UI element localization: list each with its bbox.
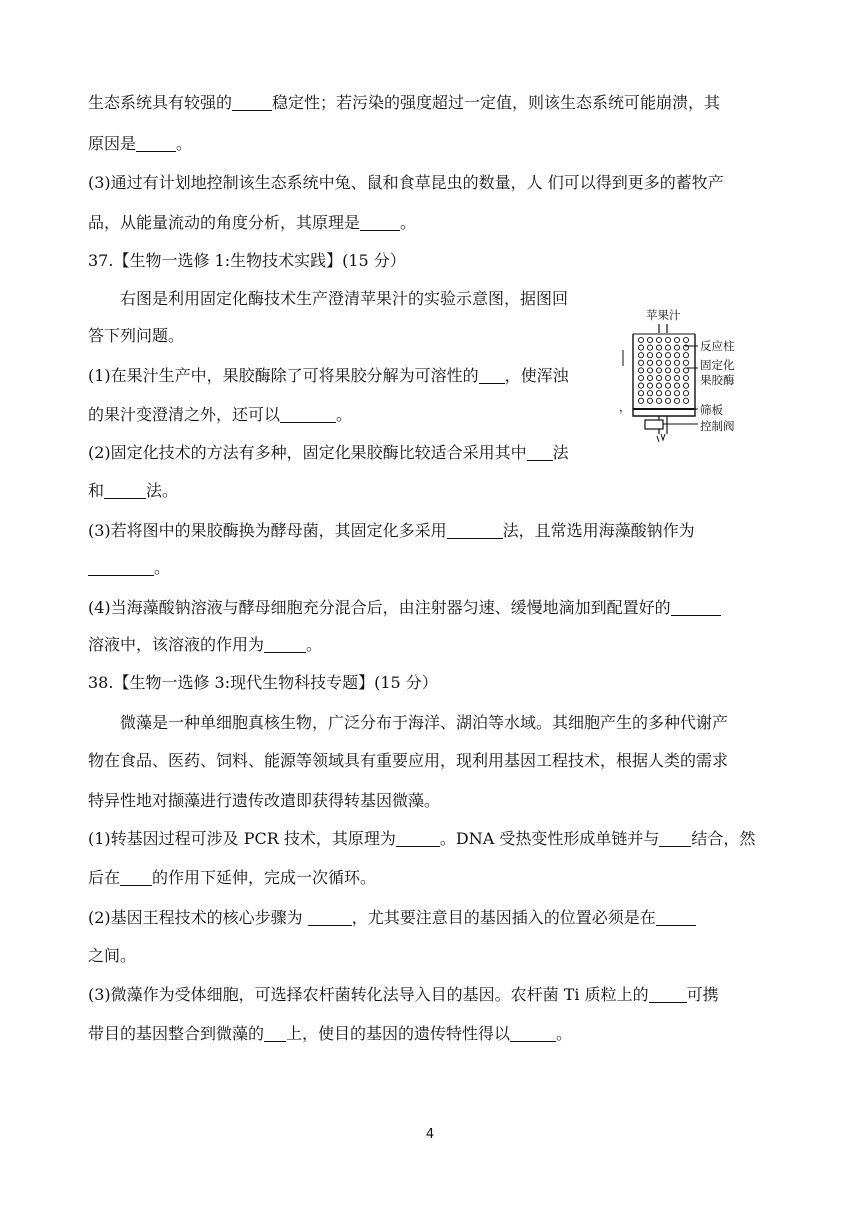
enzyme-bead <box>665 353 670 358</box>
enzyme-bead <box>665 391 670 396</box>
enzyme-bead <box>665 368 670 373</box>
text-line: (2)基因王程技术的核心步骤为 ，尤其要注意目的基因插入的位置必须是在 <box>88 907 696 929</box>
enzyme-beads <box>638 337 688 403</box>
enzyme-bead <box>647 360 652 365</box>
text-line: 溶液中，该溶液的作用为 。 <box>88 635 323 654</box>
text-line: (1)转基因过程可涉及 PCR 技术，其原理为 。DNA 受热变性形成单链并与 结合，然 <box>88 829 756 848</box>
figure-label-pectinase: 果胶酶 <box>700 373 735 387</box>
answer-blank <box>120 869 152 886</box>
text-line: 后在 的作用下延伸，完成一次循环。 <box>88 868 377 887</box>
enzyme-bead <box>638 398 643 403</box>
enzyme-bead <box>638 383 643 388</box>
question-38-heading: 38.【生物一选修 3:现代生物科技专题】(15 分） <box>88 673 438 692</box>
enzyme-bead <box>647 345 652 350</box>
enzyme-bead <box>674 360 679 365</box>
answer-blank <box>264 636 306 653</box>
text-line: 生态系统具有较强的 稳定性；若污染的强度超过一定值，则该生态系统可能崩溃，其 <box>88 93 721 112</box>
enzyme-bead <box>674 375 679 380</box>
enzyme-bead <box>638 360 643 365</box>
text-line: 特异性地对撷藻进行遗传改遣即获得转基因微藻。 <box>88 791 441 810</box>
enzyme-bead <box>647 391 652 396</box>
enzyme-bead <box>674 337 679 342</box>
enzyme-bead <box>656 353 661 358</box>
answer-blank <box>264 1025 286 1042</box>
text-line: 物在食品、医药、饲料、能源等领域具有重要应用，现利用基因工程技术，根据人类的需求 <box>88 751 729 770</box>
answer-blank <box>527 444 553 461</box>
enzyme-bead <box>656 345 661 350</box>
answer-blank <box>104 482 146 499</box>
enzyme-bead <box>674 353 679 358</box>
answer-blank <box>479 367 505 384</box>
question-37-heading: 37.【生物一选修 1:生物技术实践】(15 分） <box>88 251 406 270</box>
enzyme-bead <box>674 345 679 350</box>
enzyme-bead <box>656 398 661 403</box>
drip-marks <box>657 434 665 442</box>
enzyme-bead <box>638 345 643 350</box>
enzyme-bead <box>638 375 643 380</box>
enzyme-bead <box>647 368 652 373</box>
text-line: (4)当海藻酸钠溶液与酵母细胞充分混合后，由注射器匀速、缓慢地滴加到配置好的 <box>88 597 721 619</box>
enzyme-bead <box>638 368 643 373</box>
enzyme-bead <box>665 375 670 380</box>
text-line: 带目的基因整合到微藻的 上，使目的基因的遗传特性得以 。 <box>88 1024 573 1043</box>
reactor-column-figure <box>615 306 765 456</box>
enzyme-bead <box>647 398 652 403</box>
enzyme-bead <box>665 360 670 365</box>
enzyme-bead <box>683 360 688 365</box>
text-line: (1)在果汁生产中，果胶酶除了可将果胶分解为可溶性的 ，使浑浊 <box>88 366 569 385</box>
figure-label-immobilized: 固定化 <box>700 358 735 372</box>
enzyme-bead <box>674 383 679 388</box>
answer-blank <box>88 559 154 576</box>
answer-blank <box>656 909 696 926</box>
page-number: 4 <box>425 1127 435 1142</box>
enzyme-bead <box>647 383 652 388</box>
enzyme-bead <box>665 345 670 350</box>
enzyme-bead <box>683 375 688 380</box>
text-line: (3)微藻作为受体细胞，可选择农杆菌转化法导入目的基因。农杆菌 Ti 质粒上的 可携 <box>88 985 719 1004</box>
text-line: (3)通过有计划地控制该生态系统中兔、鼠和食草昆虫的数量，人 们可以得到更多的蓄牧产 <box>88 173 724 192</box>
enzyme-bead <box>683 337 688 342</box>
answer-blank <box>308 909 352 926</box>
enzyme-bead <box>665 383 670 388</box>
text-line: 和 法。 <box>88 481 179 500</box>
answer-blank <box>232 94 272 111</box>
answer-blank <box>360 214 400 231</box>
enzyme-bead <box>674 368 679 373</box>
enzyme-bead <box>656 375 661 380</box>
enzyme-bead <box>683 391 688 396</box>
answer-blank <box>659 830 691 847</box>
enzyme-bead <box>665 398 670 403</box>
enzyme-bead <box>647 353 652 358</box>
enzyme-bead <box>683 398 688 403</box>
text-line: 之间。 <box>88 946 137 965</box>
enzyme-bead <box>665 337 670 342</box>
enzyme-bead <box>638 353 643 358</box>
text-line: 右图是利用固定化酶技术生产澄清苹果汁的实验示意图，据图回 <box>120 289 569 308</box>
answer-blank <box>447 522 503 539</box>
text-line: (3)若将图中的果胶酶换为酵母菌，其固定化多采用 法，且常选用海藻酸钠作为 <box>88 521 695 540</box>
answer-blank <box>136 135 176 152</box>
enzyme-bead <box>656 360 661 365</box>
enzyme-bead <box>647 375 652 380</box>
text-line: 。 <box>88 557 170 579</box>
answer-blank <box>671 599 721 616</box>
enzyme-bead <box>674 398 679 403</box>
text-line: 原因是 。 <box>88 134 193 153</box>
figure-side-mark: ， <box>619 400 631 414</box>
control-valve <box>645 420 663 429</box>
text-line: 品，从能量流动的角度分析，其原理是 。 <box>88 213 417 232</box>
enzyme-bead <box>683 353 688 358</box>
text-line: 答下列问题。 <box>88 326 185 345</box>
text-line: 的果汁变澄清之外，还可以 。 <box>88 405 353 424</box>
answer-blank <box>510 1025 556 1042</box>
answer-blank <box>280 406 336 423</box>
answer-blank <box>396 830 440 847</box>
figure-label-apple-juice: 苹果汁 <box>646 308 681 322</box>
enzyme-bead <box>638 337 643 342</box>
enzyme-bead <box>656 368 661 373</box>
enzyme-bead <box>683 368 688 373</box>
enzyme-bead <box>647 337 652 342</box>
figure-label-control-valve: 控制阀 <box>700 419 735 433</box>
text-line: (2)固定化技术的方法有多种，固定化果胶酶比较适合采用其中 法 <box>88 443 569 462</box>
text-line: 微藻是一种单细胞真核生物，广泛分布于海洋、湖泊等水域。其细胞产生的多种代谢产 <box>120 713 729 732</box>
enzyme-bead <box>683 383 688 388</box>
enzyme-bead <box>656 383 661 388</box>
figure-label-reaction-column: 反应柱 <box>700 339 735 353</box>
answer-blank <box>649 986 687 1003</box>
enzyme-bead <box>638 391 643 396</box>
enzyme-bead <box>656 391 661 396</box>
enzyme-bead <box>674 391 679 396</box>
figure-label-sieve-plate: 筛板 <box>700 403 723 417</box>
enzyme-bead <box>656 337 661 342</box>
